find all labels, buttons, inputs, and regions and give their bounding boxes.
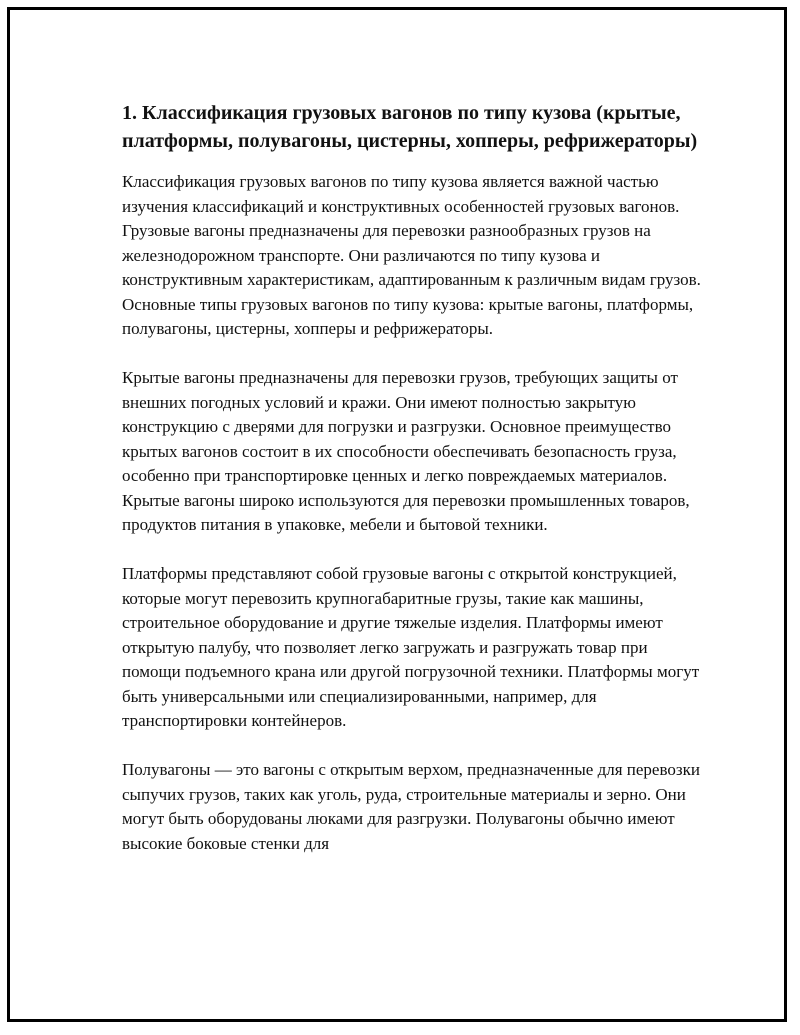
paragraph-intro: Классификация грузовых вагонов по типу кузова является важной частью изучения классификаций и конструктивных особенностей грузовых вагонов. Грузовые вагоны предназначены для перевозки разнообразных грузов на железнодорожном транспорте. Они различаются по типу кузова и конструктивным характеристикам, адаптированным к различным видам грузов. Основные типы грузовых вагонов по типу кузова: крытые вагоны, платформы, полувагоны, цистерны, хопперы и рефрижераторы. — [122, 172, 701, 338]
paragraph-platforms: Платформы представляют собой грузовые вагоны с открытой конструкцией, которые могут перевозить крупногабаритные грузы, такие как машины, строительное оборудование и другие тяжелые изделия. Платформы имеют открытую палубу, что позволяет легко загружать и разгружать товар при помощи подъемного крана или другой погрузочной техники. Платформы могут быть универсальными или специализированными, например, для транспортировки контейнеров. — [122, 564, 700, 730]
paragraph-covered-wagons: Крытые вагоны предназначены для перевозки грузов, требующих защиты от внешних погодных условий и кражи. Они имеют полностью закрытую конструкцию с дверями для погрузки и разгрузки. Основное преимущество крытых вагонов состоит в их способности обеспечивать безопасность груза, особенно при транспортировке ценных и легко повреждаемых материалов. Крытые вагоны широко используются для перевозки промышленных товаров, продуктов питания в упаковке, мебели и бытовой техники. — [122, 368, 690, 534]
page-frame — [7, 7, 787, 1022]
section-heading: 1. Классификация грузовых вагонов по типу кузова (крытые, платформы, полувагоны, цистерны, хопперы, рефрижераторы) — [122, 102, 698, 152]
document-body — [122, 99, 702, 881]
paragraph-gondolas: Полувагоны — это вагоны с открытым верхом, предназначенные для перевозки сыпучих грузов, таких как уголь, руда, строительные материалы и зерно. Они могут быть оборудованы люками для разгрузки. Полувагоны обычно имеют высокие боковые стенки для — [122, 760, 700, 853]
